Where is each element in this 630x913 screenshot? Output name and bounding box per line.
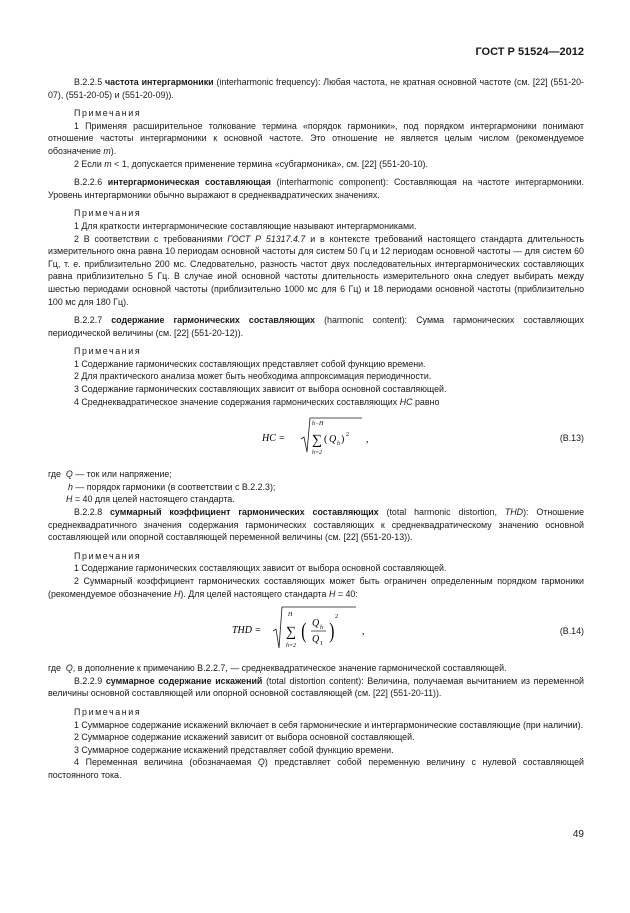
notes-label: Примечания — [74, 108, 142, 119]
formula-comma: , — [362, 626, 365, 638]
q-symbol: Q — [329, 434, 337, 446]
notes-label: Примечания — [74, 208, 142, 219]
close-paren: ) — [341, 434, 345, 446]
formula-number: (В.13) — [559, 433, 584, 444]
document-page — [48, 46, 584, 782]
sigma-symbol: ∑ — [312, 433, 322, 449]
numerator-subscript: h — [320, 625, 323, 632]
sum-upper-limit: h−H — [312, 421, 324, 428]
formula-number: (В.14) — [559, 626, 584, 637]
clause-b2-2-8: В.2.2.8 суммарный коэффициент гармонических составляющих (total harmonic distortion, THD): Отношение среднеквадратичного значения содержания гармонических составляющих к среднеквадратическому значению основной составляющей или опорной составляющей переменной величины (см. [22] (551-20-13)). — [48, 507, 585, 543]
exponent: 2 — [335, 614, 338, 621]
formula-b13-expression — [262, 414, 412, 464]
note-2: 2 В соответствии с требованиями ГОСТ Р 51317.4.7 и в контексте требований настоящего стандарта длительность измерительного окна равна 10 периодам основной частоты для систем 50 Гц и 12 периодам основной частоты — для систем 60 Гц, т. е. приблизительно 200 мс. Следовательно, разность частот двух последовательных интергармонических составляющих равна приблизительно 5 Гц. В случае иной основной частоты длительность измерительного окна следует выбирать между шестью периодами основной частоты (приблизительно 1000 мс для 6 Гц) и 18 периодами основной частоты (приблизительно 100 мс для 180 Гц). — [48, 233, 585, 307]
formula-b13 — [48, 410, 584, 466]
note-1: 1 Для краткости интергармонические составляющие называют интергармониками. — [74, 220, 417, 231]
note-2: 2 Если m < 1, допускается применение термина «субгармоника», см. [22] (551-20-10). — [74, 158, 428, 169]
open-paren: ( — [301, 619, 307, 644]
note-4: 4 Среднеквадратическое значение содержания гармонических составляющих HC равно — [74, 396, 440, 407]
where-q: где Q, в дополнение к примечанию В.2.2.7, — среднеквадратическое значение гармонической составляющей. — [48, 663, 507, 674]
clause-b2-2-6: В.2.2.6 интергармоническая составляющая (interharmonic component): Составляющая на частоте интергармоники. Уровень интергармоники обычно выражают в среднеквадратических значениях. — [48, 177, 585, 200]
note-2: 2 Для практического анализа может быть необходима аппроксимация периодичности. — [74, 371, 432, 382]
document-header: ГОСТ Р 51524—2012 — [475, 46, 584, 58]
notes-label: Примечания — [74, 706, 142, 717]
clause-b2-2-5: В.2.2.5 частота интергармоники (interharmonic frequency): Любая частота, не кратная основной частоте (см. [22] (551-20-07), (551-20-05) и (551-20-09)). — [48, 77, 585, 100]
close-paren: ) — [329, 619, 335, 644]
note-2: 2 Суммарный коэффициент гармонических составляющих может быть ограничен определенным порядком гармоники (рекомендуемое обозначение H). Для целей настоящего стандарта H = 40: — [48, 576, 584, 599]
formula-b14 — [48, 602, 584, 660]
note-1: 1 Содержание гармонических составляющих зависит от выбора основной составляющей. — [74, 563, 447, 574]
formula-lhs: THD = — [232, 625, 262, 637]
note-4: 4 Переменная величина (обозначаемая Q) представляет собой переменную величину с нулевой составляющей постоянного тока. — [48, 757, 584, 780]
note-1: 1 Применяя расширительное толкование термина «порядок гармоники», под порядком интергармоники понимают отношение частоты интергармоники к основной частоте. Это отношение не является целым числом (рекомендуемое обозначение m). — [48, 120, 584, 156]
where-h: h — порядок гармоники (в соответствии с В.2.2.3); — [68, 481, 276, 492]
formula-comma: , — [366, 434, 369, 446]
open-paren: ( — [324, 434, 328, 446]
clause-b2-2-7: В.2.2.7 содержание гармонических составляющих (harmonic content): Сумма гармонических составляющих периодической величины (см. [22] (551-20-12)). — [48, 315, 584, 338]
sum-lower-limit: h=2 — [286, 643, 297, 650]
sigma-symbol: ∑ — [286, 625, 296, 641]
exponent: 2 — [346, 432, 349, 439]
sum-upper-limit: H — [288, 612, 293, 619]
page-number: 49 — [572, 829, 584, 840]
notes-label: Примечания — [74, 346, 142, 357]
denominator-q: Q — [312, 634, 320, 646]
numerator-q: Q — [312, 618, 320, 630]
formula-lhs: HC = — [262, 433, 286, 445]
formula-b14-expression — [232, 604, 422, 658]
denominator-subscript: 1 — [320, 641, 323, 648]
sum-lower-limit: h=2 — [312, 450, 323, 457]
note-1: 1 Суммарное содержание искажений включает в себя гармонические и интергармонические составляющие (при наличии). — [74, 719, 584, 730]
clause-b2-2-9: В.2.2.9 суммарное содержание искажений (total distortion content): Величина, получаемая вычитанием из переменной величины основной составляющей или опорной основной составляющей (см. [22] (551-20-11)). — [48, 675, 585, 699]
where-q: где Q — ток или напряжение; — [48, 469, 172, 480]
note-2: 2 Суммарное содержание искажений зависит от выбора основной составляющей. — [74, 732, 415, 743]
note-3: 3 Содержание гармонических составляющих зависит от выбора основной составляющей. — [74, 384, 447, 395]
note-3: 3 Суммарное содержание искажений представляет собой функцию времени. — [74, 744, 394, 755]
q-subscript: h — [337, 441, 340, 448]
notes-label: Примечания — [74, 550, 142, 561]
where-H: H = 40 для целей настоящего стандарта. — [66, 494, 235, 505]
note-1: 1 Содержание гармонических составляющих представляет собой функцию времени. — [74, 358, 426, 369]
